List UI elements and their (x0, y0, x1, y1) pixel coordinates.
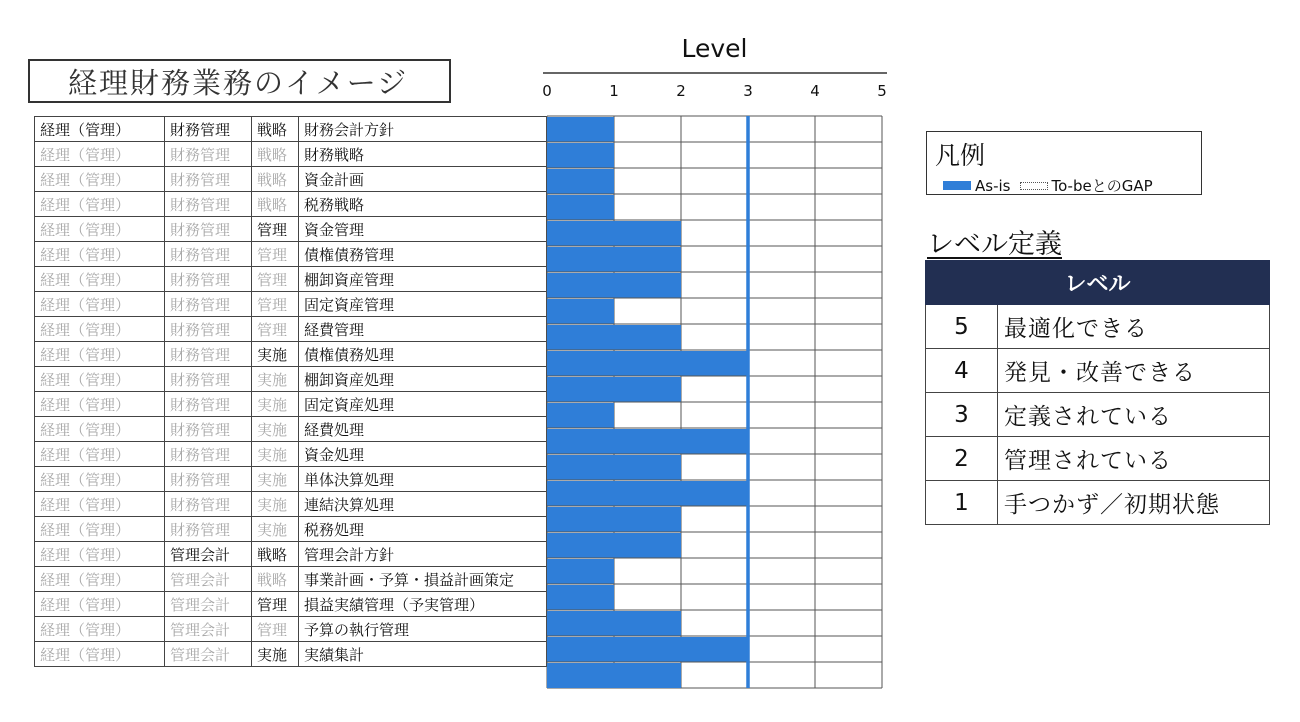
tick-label: 4 (810, 82, 820, 100)
as-is-bar (547, 169, 614, 194)
department-cell: 経理（管理） (35, 317, 165, 342)
department-cell: 経理（管理） (35, 342, 165, 367)
phase-cell: 管理 (252, 592, 299, 617)
as-is-bar (547, 299, 614, 324)
phase-cell: 管理 (252, 267, 299, 292)
as-is-bar (547, 663, 681, 688)
department-cell: 経理（管理） (35, 292, 165, 317)
task-cell: 棚卸資産管理 (299, 267, 547, 292)
task-cell: 資金管理 (299, 217, 547, 242)
legend-gap-label: To-beとのGAP (1051, 177, 1153, 195)
area-cell: 財務管理 (165, 267, 252, 292)
task-cell: 事業計画・予算・損益計画策定 (299, 567, 547, 592)
as-is-bar (547, 533, 681, 558)
area-cell: 財務管理 (165, 317, 252, 342)
area-cell: 管理会計 (165, 617, 252, 642)
as-is-bar (547, 377, 681, 402)
phase-cell: 戦略 (252, 192, 299, 217)
task-cell: 連結決算処理 (299, 492, 547, 517)
area-cell: 財務管理 (165, 367, 252, 392)
as-is-bar (547, 455, 681, 480)
definition-level: 3 (926, 393, 998, 437)
as-is-bar (547, 637, 748, 662)
task-cell: 資金処理 (299, 442, 547, 467)
area-cell: 財務管理 (165, 167, 252, 192)
area-cell: 財務管理 (165, 392, 252, 417)
as-is-bar (547, 221, 681, 246)
definition-level: 4 (926, 349, 998, 393)
definition-row (926, 305, 1270, 349)
area-cell: 管理会計 (165, 642, 252, 667)
definition-text: 管理されている (998, 437, 1270, 481)
department-cell: 経理（管理） (35, 417, 165, 442)
task-cell: 棚卸資産処理 (299, 367, 547, 392)
department-cell: 経理（管理） (35, 492, 165, 517)
as-is-bar (547, 351, 748, 376)
task-cell: 債権債務処理 (299, 342, 547, 367)
as-is-bar (547, 481, 748, 506)
phase-cell: 実施 (252, 442, 299, 467)
tick-label: 3 (743, 82, 753, 100)
task-cell: 債権債務管理 (299, 242, 547, 267)
phase-cell: 戦略 (252, 567, 299, 592)
department-cell: 経理（管理） (35, 442, 165, 467)
definition-row (926, 481, 1270, 525)
department-cell: 経理（管理） (35, 517, 165, 542)
level-definition-table (925, 260, 1270, 525)
definition-row (926, 393, 1270, 437)
level-definition-header: レベル (926, 261, 1270, 305)
task-cell: 資金計画 (299, 167, 547, 192)
phase-cell: 管理 (252, 292, 299, 317)
area-cell: 財務管理 (165, 217, 252, 242)
department-cell: 経理（管理） (35, 117, 165, 142)
as-is-swatch-icon (943, 181, 971, 190)
area-cell: 財務管理 (165, 292, 252, 317)
area-cell: 管理会計 (165, 592, 252, 617)
level-definition-title: レベル定義 (927, 229, 1062, 260)
task-cell: 財務戦略 (299, 142, 547, 167)
as-is-bar (547, 247, 681, 272)
as-is-bar (547, 195, 614, 220)
as-is-bar (547, 585, 614, 610)
task-cell: 固定資産管理 (299, 292, 547, 317)
department-cell: 経理（管理） (35, 567, 165, 592)
as-is-bar (547, 143, 614, 168)
phase-cell: 管理 (252, 617, 299, 642)
legend-title: 凡例 (935, 141, 986, 170)
department-cell: 経理（管理） (35, 167, 165, 192)
department-cell: 経理（管理） (35, 367, 165, 392)
phase-cell: 実施 (252, 517, 299, 542)
task-cell: 税務戦略 (299, 192, 547, 217)
phase-cell: 戦略 (252, 117, 299, 142)
definition-level: 1 (926, 481, 998, 525)
phase-cell: 管理 (252, 317, 299, 342)
department-cell: 経理（管理） (35, 542, 165, 567)
department-cell: 経理（管理） (35, 217, 165, 242)
phase-cell: 実施 (252, 467, 299, 492)
area-cell: 財務管理 (165, 417, 252, 442)
definition-text: 手つかず／初期状態 (998, 481, 1270, 525)
area-cell: 財務管理 (165, 117, 252, 142)
department-cell: 経理（管理） (35, 642, 165, 667)
department-cell: 経理（管理） (35, 392, 165, 417)
page-title: 経理財務業務のイメージ (28, 59, 451, 103)
legend (926, 131, 1202, 195)
task-cell: 実績集計 (299, 642, 547, 667)
task-cell: 単体決算処理 (299, 467, 547, 492)
task-cell: 管理会計方針 (299, 542, 547, 567)
phase-cell: 実施 (252, 342, 299, 367)
phase-cell: 戦略 (252, 542, 299, 567)
task-cell: 損益実績管理（予実管理） (299, 592, 547, 617)
definition-level: 5 (926, 305, 998, 349)
phase-cell: 実施 (252, 392, 299, 417)
department-cell: 経理（管理） (35, 142, 165, 167)
as-is-bar (547, 273, 681, 298)
department-cell: 経理（管理） (35, 467, 165, 492)
department-cell: 経理（管理） (35, 592, 165, 617)
phase-cell: 戦略 (252, 142, 299, 167)
phase-cell: 戦略 (252, 167, 299, 192)
department-cell: 経理（管理） (35, 617, 165, 642)
definition-row (926, 437, 1270, 481)
tick-label: 5 (877, 82, 887, 100)
area-cell: 管理会計 (165, 542, 252, 567)
area-cell: 財務管理 (165, 242, 252, 267)
task-cell: 予算の執行管理 (299, 617, 547, 642)
area-cell: 財務管理 (165, 442, 252, 467)
area-cell: 財務管理 (165, 467, 252, 492)
as-is-bar (547, 117, 614, 142)
task-cell: 固定資産処理 (299, 392, 547, 417)
phase-cell: 実施 (252, 367, 299, 392)
definition-text: 定義されている (998, 393, 1270, 437)
task-cell: 経費管理 (299, 317, 547, 342)
area-cell: 財務管理 (165, 492, 252, 517)
as-is-bar (547, 559, 614, 584)
department-cell: 経理（管理） (35, 192, 165, 217)
area-cell: 財務管理 (165, 517, 252, 542)
as-is-bar (547, 325, 681, 350)
area-cell: 管理会計 (165, 567, 252, 592)
area-cell: 財務管理 (165, 342, 252, 367)
axis-title: Level (681, 34, 748, 63)
tick-label: 2 (676, 82, 686, 100)
tick-label: 0 (542, 82, 552, 100)
area-cell: 財務管理 (165, 192, 252, 217)
task-cell: 財務会計方針 (299, 117, 547, 142)
phase-cell: 実施 (252, 417, 299, 442)
tick-label: 1 (609, 82, 619, 100)
department-cell: 経理（管理） (35, 242, 165, 267)
as-is-bar (547, 507, 681, 532)
phase-cell: 実施 (252, 492, 299, 517)
department-cell: 経理（管理） (35, 267, 165, 292)
as-is-bar (547, 611, 681, 636)
definition-level: 2 (926, 437, 998, 481)
as-is-bar (547, 403, 614, 428)
definition-row (926, 349, 1270, 393)
legend-as-is-label: As-is (975, 176, 1011, 195)
phase-cell: 管理 (252, 242, 299, 267)
gap-swatch-icon (1020, 182, 1048, 190)
phase-cell: 管理 (252, 217, 299, 242)
definition-text: 最適化できる (998, 305, 1270, 349)
area-cell: 財務管理 (165, 142, 252, 167)
task-cell: 経費処理 (299, 417, 547, 442)
phase-cell: 実施 (252, 642, 299, 667)
definition-text: 発見・改善できる (998, 349, 1270, 393)
legend-items (943, 175, 1153, 196)
as-is-bar (547, 429, 748, 454)
task-cell: 税務処理 (299, 517, 547, 542)
